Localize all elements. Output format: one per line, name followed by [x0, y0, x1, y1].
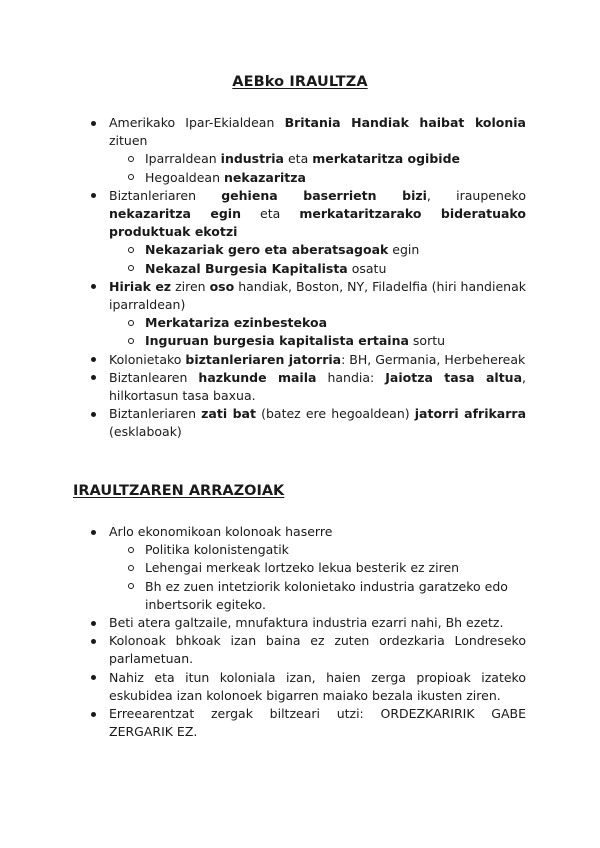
list-item-text	[109, 614, 526, 632]
text-run: (batez ere hegoaldean)	[255, 406, 415, 422]
list-item-text	[109, 669, 526, 705]
list-item	[109, 405, 526, 441]
text-run: Bh ez zuen intetziorik kolonietako industria garatzeko edo inbertsorik egiteko.	[145, 578, 508, 612]
bold-text: hazkunde maila	[198, 369, 317, 385]
text-run: Lehengai merkeak lortzeko lekua besterik ez ziren	[145, 560, 460, 576]
list-item-text	[109, 523, 526, 541]
list-item-text	[109, 278, 526, 314]
text-run: zituen	[109, 133, 148, 149]
text-run: eta	[241, 206, 300, 222]
section-heading: IRAULTZAREN ARRAZOIAK	[73, 483, 285, 499]
bold-text: oso	[209, 278, 235, 294]
list-item	[109, 187, 526, 278]
text-run: Kolonoak bhkoak izan baina ez zuten ordezkaria Londreseko parlametuan.	[109, 633, 526, 667]
list-item-text	[109, 705, 526, 741]
bold-text: zati bat	[201, 406, 256, 422]
bold-text: industria	[220, 151, 284, 167]
bold-text: Merkatariza ezinbestekoa	[145, 315, 328, 331]
bold-text: nekazaritza egin	[109, 206, 241, 222]
text-run: Arlo ekonomikoan kolonoak haserre	[109, 524, 333, 539]
text-run: Biztanleriaren	[109, 187, 222, 203]
list-item-text	[109, 351, 526, 369]
bold-text: Inguruan burgesia kapitalista ertaina	[145, 333, 409, 349]
bold-text: nekazaritza	[224, 169, 306, 185]
sub-list	[109, 150, 526, 186]
text-run: ziren	[171, 278, 210, 294]
text-run: (esklaboak)	[109, 424, 182, 440]
bold-text: Jaiotza tasa altua	[385, 369, 523, 385]
text-run: Politika kolonistengatik	[145, 542, 289, 558]
text-run: Iparraldean	[145, 151, 221, 167]
text-run: Amerikako Ipar-Ekialdean	[109, 115, 285, 130]
sub-list-item	[145, 169, 526, 187]
text-run: , iraupeneko	[426, 187, 526, 203]
text-run: Biztanleriaren	[109, 406, 202, 422]
sub-list-item	[145, 260, 526, 278]
bullet-list-section1	[0, 114, 600, 442]
list-item-text	[109, 114, 526, 150]
bold-text: jatorri afrikarra	[414, 406, 526, 422]
list-item-text	[109, 632, 526, 668]
sub-list	[109, 314, 526, 350]
list-item	[109, 669, 526, 705]
text-run: Biztanlearen	[109, 369, 199, 385]
bold-text: merkataritzarako bideratuako produktuak ekotzi	[109, 206, 526, 240]
text-run: Erreearentzat zergak biltzeari utzi: ORDEZKARIRIK GABE ZERGARIK EZ.	[109, 706, 526, 740]
list-item-text	[109, 405, 526, 441]
bold-text: merkataritza ogibide	[312, 151, 460, 167]
list-item	[109, 632, 526, 668]
list-item	[109, 278, 526, 351]
bold-text: gehiena baserrietn bizi	[221, 187, 427, 203]
list-item	[109, 114, 526, 187]
sub-list	[109, 241, 526, 277]
text-run: Nahiz eta itun koloniala izan, haien zerga propioak izateko eskubidea izan kolonoek bigarren maiako bezala ikusten ziren.	[109, 669, 526, 703]
text-run: Kolonietako	[109, 351, 186, 367]
text-run: handia:	[316, 369, 386, 385]
text-run: Hegoaldean	[145, 169, 224, 185]
list-item	[109, 369, 526, 405]
sub-list-item	[145, 332, 526, 350]
page-title: AEBko IRAULTZA	[232, 74, 368, 90]
list-item	[109, 523, 526, 614]
sub-list	[109, 541, 526, 614]
bold-text: Hiriak ez	[109, 278, 172, 294]
text-run: Beti atera galtzaile, mnufaktura industria ezarri nahi, Bh ezetz.	[109, 615, 504, 631]
text-run: osatu	[347, 260, 387, 276]
bold-text: Britania Handiak haibat kolonia	[284, 115, 526, 130]
text-run: handiak, Boston, NY, Filadelfia (hiri handienak iparraldean)	[109, 278, 526, 313]
bold-text: Nekazal Burgesia Kapitalista	[145, 260, 348, 276]
sub-list-item	[145, 314, 526, 332]
list-item	[109, 705, 526, 741]
text-run: sortu	[408, 333, 446, 349]
sub-list-item	[145, 578, 526, 614]
list-item-text	[109, 369, 526, 405]
sub-list-item	[145, 241, 526, 259]
text-run: , hilkortasun tasa baxua.	[109, 369, 527, 404]
text-run: egin	[388, 242, 420, 258]
bold-text: biztanleriaren jatorria	[185, 351, 342, 367]
sub-list-item	[145, 541, 526, 559]
sub-list-item	[145, 150, 526, 168]
list-item-text	[109, 187, 526, 242]
list-item	[109, 614, 526, 632]
text-run: eta	[284, 151, 313, 167]
list-item	[109, 351, 526, 369]
bullet-list-section2	[0, 523, 600, 741]
text-run: : BH, Germania, Herbehereak	[341, 351, 526, 367]
sub-list-item	[145, 559, 526, 577]
bold-text: Nekazariak gero eta aberatsagoak	[145, 242, 389, 258]
